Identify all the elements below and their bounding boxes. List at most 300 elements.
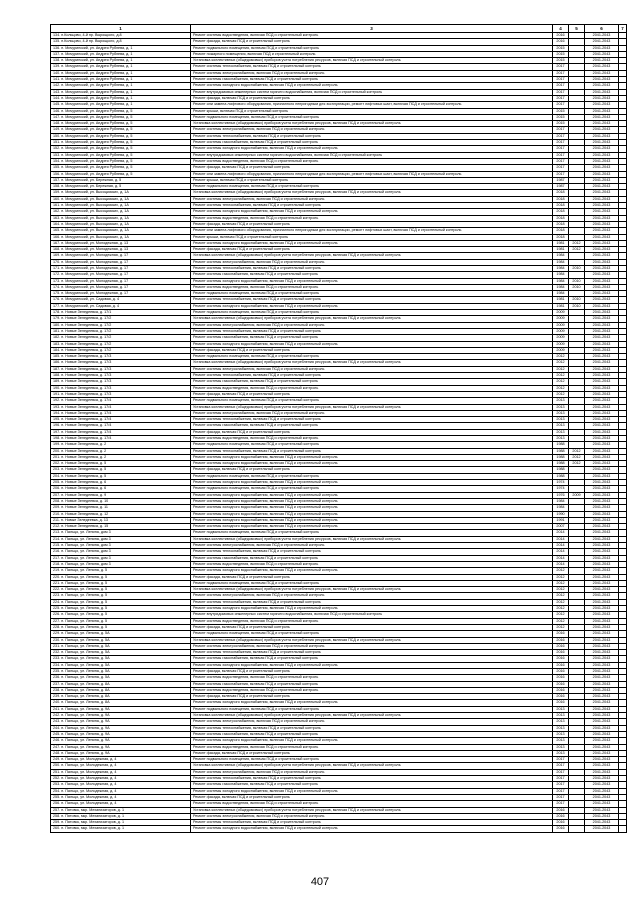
table-cell: Ремонт системы теплоснабжения, включая ПСД и строительный контроль (191, 599, 553, 605)
table-cell: Ремонт системы холодного водоснабжения, включая ПСД и строительный контроль (191, 517, 553, 523)
table-cell: 2041-2043 (585, 788, 619, 794)
table-cell: Ремонт системы электроснабжения, включая ПСД и строительный контроль (191, 719, 553, 725)
table-cell: 219. п. Пальцо, ул. Ленина, д. 5 (51, 568, 191, 574)
table-cell: 177. п. Мичуринский, ул. Садовая, д. 4 (51, 303, 191, 309)
table-cell: Ремонт внутридомовых инженерных систем горячего водоснабжения, включая ПСД и строительный контроль (191, 612, 553, 618)
table-cell: 2041-2043 (585, 650, 619, 656)
table-cell: 2041-2043 (585, 303, 619, 309)
table-cell: 2041-2043 (585, 247, 619, 253)
table-cell: Ремонт системы газоснабжения, включая ПСД и строительный контроль (191, 681, 553, 687)
table-cell: 2018 (553, 203, 569, 209)
table-cell: 137. п. Мичуринский, ул. Андрея Рублева, д. 1 (51, 51, 191, 57)
table-cell: 198. п. Новые Зеледеевка, д. 17/4 (51, 436, 191, 442)
table-cell: 2041-2043 (585, 543, 619, 549)
table-cell: 2015 (553, 45, 569, 51)
table-cell: 204. п. Новые Зеледеевка, д. 5 (51, 473, 191, 479)
table-cell: Ремонт системы электроснабжения, включая ПСД и строительный контроль (191, 366, 553, 372)
table-cell: 2010 (569, 303, 585, 309)
table-cell: 209. п. Новые Зеледеевка, д. 11 (51, 505, 191, 511)
table-cell: 2041-2043 (585, 215, 619, 221)
table-cell: Ремонт системы теплоснабжения, включая ПСД и строительный контроль (191, 203, 553, 209)
table-cell: 251. п. Пальцо, ул. Молодежная, д. 4 (51, 769, 191, 775)
table-cell: Ремонт системы газоснабжения, включая ПСД и строительный контроль (191, 77, 553, 83)
table-cell: Ремонт крыши, включая ПСД и строительный контроль (191, 108, 553, 114)
table-cell: 2016 (553, 631, 569, 637)
table-cell: 1991 (553, 517, 569, 523)
table-cell: 2041-2043 (585, 807, 619, 813)
table-cell: 240. п. Пальцо, ул. Ленина, д. 8А (51, 700, 191, 706)
table-cell: 2017 (553, 794, 569, 800)
table-cell: 1984 (553, 284, 569, 290)
table-cell: Ремонт системы теплоснабжения, включая ПСД и строительный контроль (191, 328, 553, 334)
table-cell: 176. п. Мичуринский, ул. Садовая, д. 4 (51, 297, 191, 303)
table-cell: Ремонт фасада, включая ПСД и строительный контроль (191, 794, 553, 800)
table-cell: Ремонт пожарного помещения, включая ПСД и строительный контроль (191, 51, 553, 57)
table-cell: 2041-2043 (585, 599, 619, 605)
table-cell: 2012 (553, 587, 569, 593)
table-cell: Ремонт системы холодного водоснабжения, включая ПСД и строительный контроль (191, 454, 553, 460)
table-cell: 2012 (553, 391, 569, 397)
table-cell: 2041-2043 (585, 505, 619, 511)
table-cell: 150. п. Мичуринский, ул. Андрея Рублева, д. 5 (51, 133, 191, 139)
table-cell: Ремонт системы водоотведения, включая ПСД и строительный контроль (191, 215, 553, 221)
table-cell: Ремонт системы водоотведения, включая ПСД и строительный контроль (191, 436, 553, 442)
table-cell: 2041-2043 (585, 297, 619, 303)
table-cell: 182. п. Новые Зеледеевка, д. 17/2 (51, 335, 191, 341)
table-cell: 2041-2043 (585, 165, 619, 171)
table-cell: 2012 (553, 606, 569, 612)
table-cell: 1988 (553, 454, 569, 460)
table-cell: Ремонт фасада, включая ПСД и строительный контроль (191, 694, 553, 700)
table-cell: Ремонт фасада, включая ПСД и строительный контроль (191, 429, 553, 435)
table-cell: 2041-2043 (585, 234, 619, 240)
table-cell: 2041-2043 (585, 530, 619, 536)
table-cell: 1990 (553, 511, 569, 517)
table-cell: 2041-2043 (585, 335, 619, 341)
table-cell: 192. п. Новые Зеледеевка, д. 17/4 (51, 398, 191, 404)
table-cell: 206. п. Новые Зеледеевка, д. 6 (51, 486, 191, 492)
table-cell: 2013 (553, 417, 569, 423)
table-cell: 2041-2043 (585, 240, 619, 246)
table-cell: 200. п. Новые Зеледеевка, д. 2 (51, 448, 191, 454)
table-cell: 2017 (553, 83, 569, 89)
table-cell: 2041-2043 (585, 675, 619, 681)
table-cell: Ремонт подвального помещения, включая ПСД и строительный контроль (191, 442, 553, 448)
table-cell: 2041-2043 (585, 171, 619, 177)
table-cell: 2041-2043 (585, 39, 619, 45)
table-cell: 161. п. Мичуринский, ул. Высоцкиских, д. 1А (51, 203, 191, 209)
table-cell: 2041-2043 (585, 310, 619, 316)
table-cell: 2017 (553, 77, 569, 83)
table-cell: 236. п. Пальцо, ул. Ленина, д. 5А (51, 675, 191, 681)
table-cell: 2018 (553, 209, 569, 215)
table-cell: 222. п. Пальцо, ул. Ленина, д. 5 (51, 587, 191, 593)
table-cell: 2013 (553, 410, 569, 416)
table-cell: Ремонт системы холодного водоснабжения, включая ПСД и строительный контроль (191, 524, 553, 530)
table-cell: 1976 (553, 492, 569, 498)
table-cell: 226. п. Пальцо, ул. Ленина, д. 5 (51, 612, 191, 618)
table-cell: Установка коллективных (общедомовых) приборов учета потребления ресурсов, включая ПСД и строительный контроль (191, 121, 553, 127)
table-cell: 2041-2043 (585, 725, 619, 731)
table-cell: 2041-2043 (585, 467, 619, 473)
table-cell: 2017 (553, 146, 569, 152)
table-cell: 1984 (553, 253, 569, 259)
table-cell: 224. п. Пальцо, ул. Ленина, д. 5 (51, 599, 191, 605)
table-cell: 213. п. Пальцо, ул. Ленина, дом 3 (51, 530, 191, 536)
table-cell: 2041-2043 (585, 794, 619, 800)
table-cell: Ремонт системы газоснабжения, включая ПСД и строительный контроль (191, 423, 553, 429)
table-cell: 174. п. Мичуринский, ул. Молодежная, д. 17 (51, 284, 191, 290)
table-cell: 2013 (553, 738, 569, 744)
table-cell: 183. п. Новые Зеледеевка, д. 17/2 (51, 341, 191, 347)
table-cell: 2041-2043 (585, 265, 619, 271)
table-cell: 173. п. Мичуринский, ул. Молодежная, д. 17 (51, 278, 191, 284)
table-cell: 2041-2043 (585, 662, 619, 668)
table-cell: Ремонт внутридомовых инженерных систем горячего водоснабжения, включая ПСД и строительный контроль (191, 89, 553, 95)
table-cell: Ремонт системы электроснабжения, включая ПСД и строительный контроль (191, 127, 553, 133)
table-cell: 152. п. Мичуринский, ул. Андрея Рублева, д. 5 (51, 146, 191, 152)
table-cell: 2009 (569, 492, 585, 498)
table-cell: 207. п. Новые Зеледеевка, д. 9 (51, 492, 191, 498)
table-cell: 2009 (553, 335, 569, 341)
table-cell: 2014 (553, 530, 569, 536)
table-cell: 2041-2043 (585, 417, 619, 423)
table-cell: 196. п. Новые Зеледеевка, д. 17/4 (51, 423, 191, 429)
register-table-container (50, 24, 626, 833)
table-cell: 166. п. Мичуринский, ул. Высоцкиских, д. 1А (51, 234, 191, 240)
table-cell: 2041-2043 (585, 776, 619, 782)
table-cell: 2009 (553, 316, 569, 322)
table-cell: 2041-2043 (585, 322, 619, 328)
table-cell: 2041-2043 (585, 492, 619, 498)
table-cell: 2041-2043 (585, 341, 619, 347)
table-cell: 210. п. Новые Зеледеевка, д. 12 (51, 511, 191, 517)
table-cell: 233. п. Пальцо, ул. Ленина, д. 5А (51, 656, 191, 662)
table-cell: 246. п. Пальцо, ул. Ленина, д. 9А (51, 738, 191, 744)
table-cell: 220. п. Пальцо, ул. Ленина, д. 5 (51, 574, 191, 580)
table-cell: 2012 (553, 574, 569, 580)
table-cell: 2018 (553, 190, 569, 196)
table-cell: 2041-2043 (585, 574, 619, 580)
table-cell: 2041-2043 (585, 769, 619, 775)
table-cell: 1984 (553, 498, 569, 504)
table-cell: 2041-2043 (585, 593, 619, 599)
table-cell: Ремонт системы холодного водоснабжения, включая ПСД и строительный контроль (191, 240, 553, 246)
table-cell: 2041-2043 (585, 480, 619, 486)
table-cell: Ремонт системы холодного водоснабжения, включая ПСД и строительный контроль (191, 146, 553, 152)
table-cell: Ремонт системы теплоснабжения, включая ПСД и строительный контроль (191, 64, 553, 70)
table-cell: 2012 (553, 612, 569, 618)
table-cell: 2041-2043 (585, 713, 619, 719)
table-cell: Установка коллективных (общедомовых) приборов учета потребления ресурсов, включая ПСД и строительный контроль (191, 190, 553, 196)
table-cell: Ремонт подвального помещения, включая ПСД и строительный контроль (191, 291, 553, 297)
table-cell: Ремонт системы теплоснабжения, включая ПСД и строительный контроль (191, 776, 553, 782)
table-cell: 2013 (553, 404, 569, 410)
table-cell: 2014 (553, 543, 569, 549)
table-cell: 139. п. Мичуринский, ул. Андрея Рублева, д. 1 (51, 64, 191, 70)
table-cell: Ремонт или замена лифтового оборудования, признанного непригодным для эксплуатации, ремонт лифтовых шахт, включая ПСД и строительный контроль (191, 102, 553, 108)
table-cell: 229. п. Пальцо, ул. Ленина, д. 5А (51, 631, 191, 637)
table-cell: 2009 (553, 322, 569, 328)
table-cell: 2016 (553, 33, 569, 39)
table-cell: 2012 (569, 247, 585, 253)
table-cell: 2014 (553, 555, 569, 561)
table-cell: 2041-2043 (585, 587, 619, 593)
table-cell: 2012 (569, 454, 585, 460)
table-cell: 2012 (553, 373, 569, 379)
table-cell: 203. п. Новые Зеледеевка, д. 5 (51, 467, 191, 473)
table-cell: 227. п. Пальцо, ул. Ленина, д. 5 (51, 618, 191, 624)
table-cell: 179. п. Новые Зеледеевка, д. 17/2 (51, 316, 191, 322)
table-cell: Ремонт подвального помещения, включая ПСД и строительный контроль (191, 184, 553, 190)
column-header: 1 (51, 25, 191, 33)
table-cell: 2041-2043 (585, 184, 619, 190)
table-cell: 2018 (553, 228, 569, 234)
table-cell: 1988 (553, 461, 569, 467)
page-number: 407 (310, 876, 330, 888)
table-cell: 2013 (553, 744, 569, 750)
table-cell (569, 826, 585, 832)
table-cell: 255. п. Пальцо, ул. Молодежная, д. 4 (51, 794, 191, 800)
table-cell: 2041-2043 (585, 127, 619, 133)
table-cell: 2018 (553, 196, 569, 202)
table-cell: 2013 (553, 725, 569, 731)
table-cell: 188. п. Новые Зеледеевка, д. 17/3 (51, 373, 191, 379)
table-cell: 171. п. Мичуринский, ул. Молодежная, д. 17 (51, 265, 191, 271)
table-cell: Ремонт системы холодного водоснабжения, включая ПСД и строительный контроль (191, 498, 553, 504)
table-cell: 191. п. Новые Зеледеевка, д. 17/3 (51, 391, 191, 397)
table-cell: 2009 (553, 341, 569, 347)
table-cell: Ремонт системы электроснабжения, включая ПСД и строительный контроль (191, 593, 553, 599)
table-cell: 199. п. Новые Зеледеевка, д. 2 (51, 442, 191, 448)
table-cell: 2041-2043 (585, 561, 619, 567)
table-cell: 2041-2043 (585, 744, 619, 750)
table-cell: 1981 (553, 247, 569, 253)
table-cell: 2041-2043 (585, 89, 619, 95)
table-cell: 136. п. Мичуринский, ул. Андрея Рублева, д. 1 (51, 45, 191, 51)
table-cell: 1988 (553, 448, 569, 454)
header-row (51, 25, 627, 33)
table-cell: 2015 (553, 58, 569, 64)
table-cell: 1981 (553, 297, 569, 303)
table-cell: 231. п. Пальцо, ул. Ленина, д. 5А (51, 643, 191, 649)
table-cell: 1984 (553, 505, 569, 511)
table-cell: 2041-2043 (585, 140, 619, 146)
table-cell: 2007 (553, 524, 569, 530)
table-cell: Ремонт системы водоотведения, включая ПСД и строительный контроль (191, 33, 553, 39)
table-cell: 2041-2043 (585, 278, 619, 284)
table-cell: 2016 (553, 813, 569, 819)
table-cell: 163. п. Мичуринский, ул. Высоцкиских, д. 1А (51, 215, 191, 221)
table-cell: 2041-2043 (585, 429, 619, 435)
table-cell: 212. п. Новые Зеледеевка, д. 15 (51, 524, 191, 530)
table-cell: 2013 (553, 436, 569, 442)
table-cell: 2016 (553, 643, 569, 649)
table-cell: Ремонт фасада, включая ПСД и строительный контроль (191, 624, 553, 630)
table-cell: 2041-2043 (585, 668, 619, 674)
table-cell: 2041-2043 (585, 656, 619, 662)
table-cell: Ремонт системы холодного водоснабжения, включая ПСД и строительный контроль (191, 700, 553, 706)
table-cell: 143. п. Мичуринский, ул. Андрея Рублева, д. 1 (51, 89, 191, 95)
table-cell: 228. п. Пальцо, ул. Ленина, д. 5 (51, 624, 191, 630)
table-cell: Ремонт системы теплоснабжения, включая ПСД и строительный контроль (191, 650, 553, 656)
table-cell: 2041-2043 (585, 209, 619, 215)
table-cell: Ремонт подвального помещения, включая ПСД и строительный контроль (191, 580, 553, 586)
table-cell: 2041-2043 (585, 813, 619, 819)
table-cell: Ремонт фасада, включая ПСД и строительный контроль (191, 221, 553, 227)
table-cell: 244. п. Пальцо, ул. Ленина, д. 9А (51, 725, 191, 731)
table-cell: 2013 (553, 719, 569, 725)
table-cell: Ремонт системы теплоснабжения, включая ПСД и строительный контроль (191, 725, 553, 731)
column-header: 4 (553, 25, 569, 33)
table-cell: 147. п. Мичуринский, ул. Андрея Рублева, д. 5 (51, 114, 191, 120)
table-cell: 2015 (553, 51, 569, 57)
table-cell: Ремонт фасада, включая ПСД и строительный контроль (191, 247, 553, 253)
table-cell-empty (619, 826, 627, 832)
table-cell: 2015 (553, 121, 569, 127)
table-cell: 2041-2043 (585, 291, 619, 297)
column-header: 6 (585, 25, 619, 33)
table-cell: 2041-2043 (585, 517, 619, 523)
table-cell: 2041-2043 (585, 316, 619, 322)
table-cell: 181. п. Новые Зеледеевка, д. 17/2 (51, 328, 191, 334)
table-cell: 151. п. Мичуринский, ул. Андрея Рублева, д. 5 (51, 140, 191, 146)
table-cell: Ремонт или замена лифтового оборудования, признанного непригодным для эксплуатации, ремонт лифтовых шахт, включая ПСД и строительный контроль (191, 228, 553, 234)
table-cell: 2041-2043 (585, 58, 619, 64)
table-cell: 2041-2043 (585, 45, 619, 51)
table-cell: 2041-2043 (585, 750, 619, 756)
table-cell: 2018 (553, 234, 569, 240)
table-cell: 2016 (553, 656, 569, 662)
table-cell: 162. п. Мичуринский, ул. Высоцкиских, д. 1А (51, 209, 191, 215)
table-cell: 2041-2043 (585, 203, 619, 209)
table-cell: Ремонт системы газоснабжения, включая ПСД и строительный контроль (191, 731, 553, 737)
table-cell: 2009 (553, 347, 569, 353)
table-cell: Ремонт системы газоснабжения, включая ПСД и строительный контроль (191, 555, 553, 561)
table-cell: Ремонт внутридомовых инженерных систем горячего водоснабжения, включая ПСД и строительный контроль (191, 152, 553, 158)
table-cell: 154. п. Мичуринский, ул. Андрея Рублева, д. 5 (51, 158, 191, 164)
table-cell: 205. п. Новые Зеледеевка, д. 6 (51, 480, 191, 486)
table-cell: Ремонт системы газоснабжения, включая ПСД и строительный контроль (191, 379, 553, 385)
table-cell: Ремонт системы холодного водоснабжения, включая ПСД и строительный контроль (191, 303, 553, 309)
table-cell: 1988 (553, 473, 569, 479)
table-cell: 178. п. Новые Зеледеевка, д. 17/1 (51, 310, 191, 316)
table-cell: 2017 (553, 95, 569, 101)
table-cell: 2041-2043 (585, 511, 619, 517)
table-cell: 259. п. Пятовск, мкр. Механизаторов, д. 1 (51, 820, 191, 826)
table-cell: 260. п. Пятовск, мкр. Механизаторов, д. 1 (51, 826, 191, 832)
table-cell: 2017 (553, 127, 569, 133)
table-cell: 2041-2043 (585, 694, 619, 700)
table-cell: 2041-2043 (585, 442, 619, 448)
table-cell: 2016 (553, 668, 569, 674)
table-cell: 156. п. Мичуринский, ул. Андрея Рублева, д. 5 (51, 171, 191, 177)
table-cell: 239. п. Пальцо, ул. Ленина, д. 8А (51, 694, 191, 700)
table-cell: Установка коллективных (общедомовых) приборов учета потребления ресурсов, включая ПСД и строительный контроль (191, 253, 553, 259)
table-cell: 2041-2043 (585, 637, 619, 643)
table-cell: 2016 (553, 637, 569, 643)
table-cell: Ремонт системы водоотведения, включая ПСД и строительный контроль (191, 618, 553, 624)
table-cell: 218. п. Пальцо, ул. Ленина, дом 3 (51, 561, 191, 567)
table-cell: 2041-2043 (585, 121, 619, 127)
table-cell: 2010 (569, 278, 585, 284)
table-cell: Ремонт системы электроснабжения, включая ПСД и строительный контроль (191, 70, 553, 76)
table-cell: Ремонт системы холодного водоснабжения, включая ПСД и строительный контроль (191, 511, 553, 517)
table-cell: 2015 (553, 108, 569, 114)
table-cell: 2041-2043 (585, 436, 619, 442)
table-cell: Ремонт системы водоотведения, включая ПСД и строительный контроль (191, 744, 553, 750)
table-cell: 230. п. Пальцо, ул. Ленина, д. 5А (51, 637, 191, 643)
table-cell: 142. п. Мичуринский, ул. Андрея Рублева, д. 1 (51, 83, 191, 89)
table-cell: 232. п. Пальцо, ул. Ленина, д. 5А (51, 650, 191, 656)
table-cell: 2012 (569, 448, 585, 454)
table-cell: Ремонт подвального помещения, включая ПСД и строительный контроль (191, 310, 553, 316)
table-cell: 2013 (553, 731, 569, 737)
table-cell: 2041-2043 (585, 524, 619, 530)
table-cell: 2017 (553, 769, 569, 775)
table-cell: 2012 (553, 385, 569, 391)
table-cell: 2009 (553, 328, 569, 334)
table-cell: 155. п. Мичуринский, ул. Андрея Рублева, д. 5 (51, 165, 191, 171)
table-cell: 2013 (553, 706, 569, 712)
table-cell: Ремонт фасада, включая ПСД и строительный контроль (191, 347, 553, 353)
table-cell: Установка коллективных (общедомовых) приборов учета потребления ресурсов, включая ПСД и строительный контроль (191, 807, 553, 813)
table-cell: 167. п. Мичуринский, ул. Молодежная, д. 13 (51, 240, 191, 246)
table-cell: 2010 (569, 297, 585, 303)
table-cell: 2041-2043 (585, 33, 619, 39)
table-cell: Ремонт подвального помещения, включая ПСД и строительный контроль (191, 45, 553, 51)
table-cell: 2017 (553, 158, 569, 164)
table-cell: 2041-2043 (585, 782, 619, 788)
table-cell: 201. п. Новые Зеледеевка, д. 2 (51, 454, 191, 460)
table-cell: 211. п. Новые Зеледеевка, д. 13 (51, 517, 191, 523)
table-cell: 2041-2043 (585, 196, 619, 202)
table-cell: 2017 (553, 788, 569, 794)
table-cell: 2041-2043 (585, 738, 619, 744)
table-cell: 2017 (553, 757, 569, 763)
table-cell: 1984 (553, 272, 569, 278)
table-cell: 193. п. Новые Зеледеевка, д. 17/4 (51, 404, 191, 410)
table-cell: 1984 (553, 265, 569, 271)
table-cell: Установка коллективных (общедомовых) приборов учета потребления ресурсов, включая ПСД и строительный контроль (191, 713, 553, 719)
table-cell: Ремонт системы водоотведения, включая ПСД и строительный контроль (191, 158, 553, 164)
table-cell: 2041-2043 (585, 568, 619, 574)
table-cell: Ремонт системы электроснабжения, включая ПСД и строительный контроль (191, 543, 553, 549)
table-cell: Ремонт системы холодного водоснабжения, включая ПСД и строительный контроль (191, 341, 553, 347)
table-cell: 245. п. Пальцо, ул. Ленина, д. 9А (51, 731, 191, 737)
table-cell: 2016 (553, 39, 569, 45)
table-cell: 190. п. Новые Зеледеевка, д. 17/3 (51, 385, 191, 391)
table-cell: 2041-2043 (585, 687, 619, 693)
table-cell: 2012 (569, 240, 585, 246)
table-cell: 2016 (553, 687, 569, 693)
table-cell: 2012 (569, 461, 585, 467)
table-cell: Ремонт подвального помещения, включая ПСД и строительный контроль (191, 486, 553, 492)
table-cell: Ремонт системы электроснабжения, включая ПСД и строительный контроль (191, 259, 553, 265)
table-cell: 2041-2043 (585, 391, 619, 397)
table-cell: 2041-2043 (585, 77, 619, 83)
table-cell: Ремонт подвального помещения, включая ПСД и строительный контроль (191, 473, 553, 479)
table-cell: 194. п. Новые Зеледеевка, д. 17/4 (51, 410, 191, 416)
table-cell: 1981 (553, 303, 569, 309)
table-cell: 2017 (553, 102, 569, 108)
table-cell: 221. п. Пальцо, ул. Ленина, д. 5 (51, 580, 191, 586)
table-cell: 256. п. Пальцо, ул. Молодежная, д. 4 (51, 801, 191, 807)
table-cell: 2041-2043 (585, 580, 619, 586)
table-cell: 184. п. Новые Зеледеевка, д. 17/2 (51, 347, 191, 353)
table-cell: Ремонт фасада, включая ПСД и строительный контроль (191, 95, 553, 101)
table-cell: 1974 (553, 480, 569, 486)
